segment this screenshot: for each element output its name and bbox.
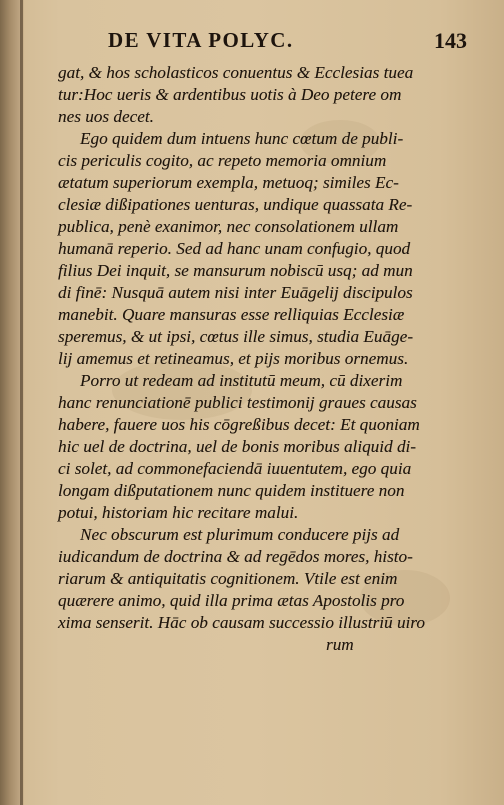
paragraph-start: Nec obscurum est plurimum conducere pijs ad: [80, 525, 400, 544]
text-line: ætatum superiorum exempla, metuoq; similes Ec-: [58, 173, 399, 192]
text-line: humanā reperio. Sed ad hanc unam confugio, quod: [58, 239, 411, 258]
text-line: speremus, & ut ipsi, cœtus ille simus, studia Euāge-: [58, 327, 414, 346]
text-line: quærere animo, quid illa prima ætas Apostolis pro: [58, 591, 405, 610]
running-head: DE VITA POLYC.: [108, 28, 294, 52]
page-number: 143: [434, 28, 467, 53]
text-line: lij amemus et retineamus, et pijs moribus ornemus.: [58, 349, 409, 368]
text-line: clesiæ dißipationes uenturas, undique quassata Re-: [58, 195, 413, 214]
text-line: hic uel de doctrina, uel de bonis moribus aliquid di-: [58, 437, 417, 456]
text-line: riarum & antiquitatis cognitionem. Vtile est enim: [58, 569, 398, 588]
text-line: tur:Hoc ueris & ardentibus uotis à Deo petere om: [58, 85, 402, 104]
text-line: cis periculis cogito, ac repeto memoria omnium: [58, 151, 387, 170]
text-line: nes uos decet.: [58, 107, 154, 126]
text-line: ci solet, ad commonefaciendā iuuentutem, ego quia: [58, 459, 412, 478]
text-line: iudicandum de doctrina & ad regēdos mores, histo-: [58, 547, 413, 566]
paragraph-start: Ego quidem dum intuens hunc cœtum de publi-: [80, 129, 404, 148]
text-line: habere, fauere uos his cōgreßibus decet: Et quoniam: [58, 415, 420, 434]
text-line: publica, penè exanimor, nec consolationem ullam: [58, 217, 399, 236]
text-line: longam dißputationem nunc quidem instituere non: [58, 481, 405, 500]
text-line: di finē: Nusquā autem nisi inter Euāgelij discipulos: [58, 283, 413, 302]
paragraph-start: Porro ut redeam ad institutū meum, cū dixerim: [80, 371, 403, 390]
catchword: rum: [326, 635, 354, 654]
text-line: filius Dei inquit, se mansurum nobiscū usq; ad mun: [58, 261, 413, 280]
page-header: [0, 28, 504, 58]
text-line: hanc renunciationē publici testimonij graues causas: [58, 393, 417, 412]
text-line: gat, & hos scholasticos conuentus & Ecclesias tuea: [58, 63, 414, 82]
text-line: manebit. Quare mansuras esse relliquias Ecclesiæ: [58, 305, 405, 324]
text-line: potui, historiam hic recitare malui.: [58, 503, 299, 522]
gutter-binding-line: [20, 0, 23, 805]
text-line: xima senserit. Hāc ob causam successio illustriū uiro: [58, 613, 425, 632]
